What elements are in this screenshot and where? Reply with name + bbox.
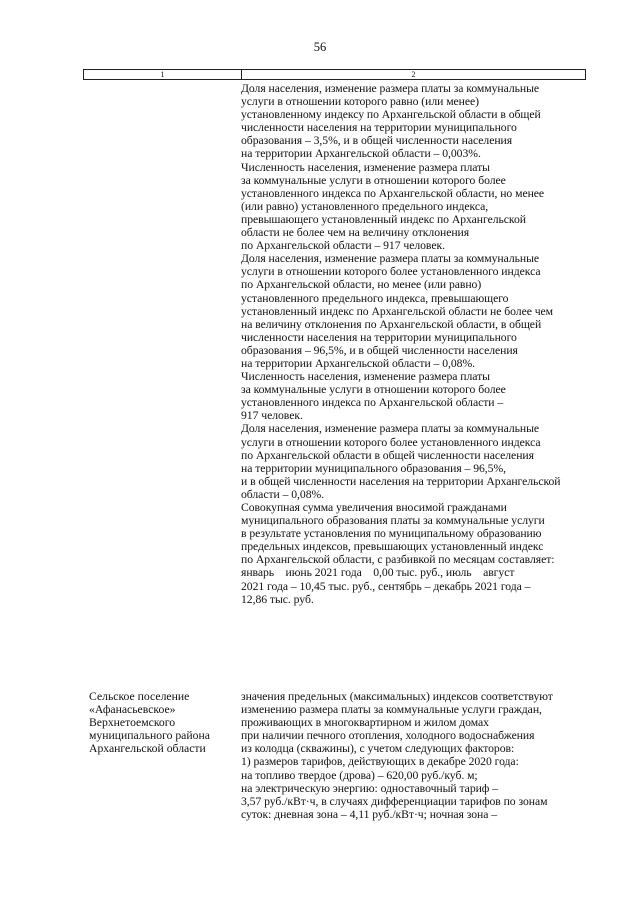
block1-text (241, 82, 591, 606)
text-line: 3,57 руб./кВт·ч, в случаях дифференциации тарифов по зонам (241, 794, 548, 808)
text-line: за коммунальные услуги в отношении которого более (241, 383, 506, 397)
text-line: области не более чем на величину отклонения (241, 226, 470, 240)
text-line: Совокупная сумма увеличения вносимой гражданами (241, 501, 507, 514)
text-line: установленного индекса по Архангельской области, но менее (241, 186, 545, 200)
text-line: и в общей численности населения на территории Архангельской (241, 474, 561, 488)
text-line: муниципального образования платы за коммунальные услуги (241, 514, 545, 528)
text-line: в результате установления по муниципальному образованию (241, 527, 542, 541)
text-line: предельных индексов, превышающих установленный индекс (241, 540, 544, 554)
text-line: 917 человек. (241, 409, 303, 423)
text-line: проживающих в многоквартирном и жилом домах (241, 716, 489, 730)
column-2-number: 2 (411, 70, 416, 79)
text-line: услуги в отношении которого равно (или менее) (241, 95, 479, 109)
text-line: суток: дневная зона – 4,11 руб./кВт·ч; ночная зона – (241, 807, 498, 821)
text-line: на величину отклонения по Архангельской области, в общей (241, 317, 542, 331)
text-line: Доля населения, изменение размера платы за коммунальные (241, 252, 540, 266)
municipality-name-line: Архангельской области (89, 742, 206, 756)
table-column-header (83, 69, 586, 80)
text-line: численности населения на территории муниципального (241, 121, 517, 135)
text-line: на территории Архангельской области – 0,003%. (241, 147, 481, 161)
text-line: установленному индексу по Архангельской области в общей (241, 108, 541, 122)
column-1-number: 1 (84, 70, 242, 79)
text-line: из колодца (скважины), с учетом следующих факторов: (241, 742, 515, 756)
municipality-name-line: Сельское поселение (89, 690, 190, 703)
municipality-name-line: Верхнетоемского (89, 716, 176, 730)
text-line: на топливо твердое (дрова) – 620,00 руб./куб. м; (241, 768, 478, 782)
page-number: 56 (313, 40, 327, 54)
text-line: численности населения на территории муниципального (241, 330, 517, 344)
text-line: 2021 года – 10,45 тыс. руб., сентябрь – декабрь 2021 года – (241, 579, 531, 593)
text-line: Доля населения, изменение размера платы за коммунальные (241, 82, 540, 95)
text-line: Численность населения, изменение размера платы (241, 370, 490, 384)
text-line: по Архангельской области в общей численности населения (241, 448, 534, 462)
text-line: 1) размеров тарифов, действующих в декабре 2020 года: (241, 755, 519, 769)
text-line: значения предельных (максимальных) индексов соответствуют (241, 690, 553, 703)
text-line: (или равно) установленного предельного индекса, (241, 199, 489, 213)
text-line: услуги в отношении которого более установленного индекса (241, 435, 541, 449)
text-line: по Архангельской области – 917 человек. (241, 239, 445, 253)
municipality-name-line: муниципального района (89, 729, 210, 743)
text-line: Численность населения, изменение размера платы (241, 160, 490, 174)
text-line: превышающего установленный индекс по Архангельской (241, 212, 526, 226)
text-line: на электрическую энергию: одноставочный тариф – (241, 781, 499, 795)
municipality-name (89, 690, 239, 755)
text-line: за коммунальные услуги в отношении которого более (241, 173, 506, 187)
text-line: образования – 96,5%, и в общей численности населения (241, 343, 518, 357)
text-line: на территории муниципального образования – 96,5%, (241, 461, 507, 475)
text-line: области – 0,08%. (241, 487, 325, 501)
text-line: образования – 3,5%, и в общей численности населения (241, 134, 513, 148)
text-line: изменению размера платы за коммунальные услуги граждан, (241, 703, 542, 717)
text-line: установленный индекс по Архангельской области не более чем (241, 304, 554, 318)
text-line: по Архангельской области, но менее (или равно) (241, 278, 482, 292)
text-line: январь июнь 2021 года 0,00 тыс. руб., июль август (241, 566, 515, 580)
block2-text (241, 690, 591, 821)
municipality-name-line: «Афанасьевское» (89, 703, 176, 717)
text-line: по Архангельской области, с разбивкой по месяцам составляет: (241, 553, 555, 567)
text-line: Доля населения, изменение размера платы за коммунальные (241, 422, 540, 436)
text-line: на территории Архангельской области – 0,08%. (241, 356, 476, 370)
text-line: 12,86 тыс. руб. (241, 592, 314, 606)
text-line: при наличии печного отопления, холодного водоснабжения (241, 729, 535, 743)
text-line: услуги в отношении которого более установленного индекса (241, 265, 541, 279)
text-line: установленного предельного индекса, превышающего (241, 291, 509, 305)
text-line: установленного индекса по Архангельской области – (241, 396, 504, 410)
